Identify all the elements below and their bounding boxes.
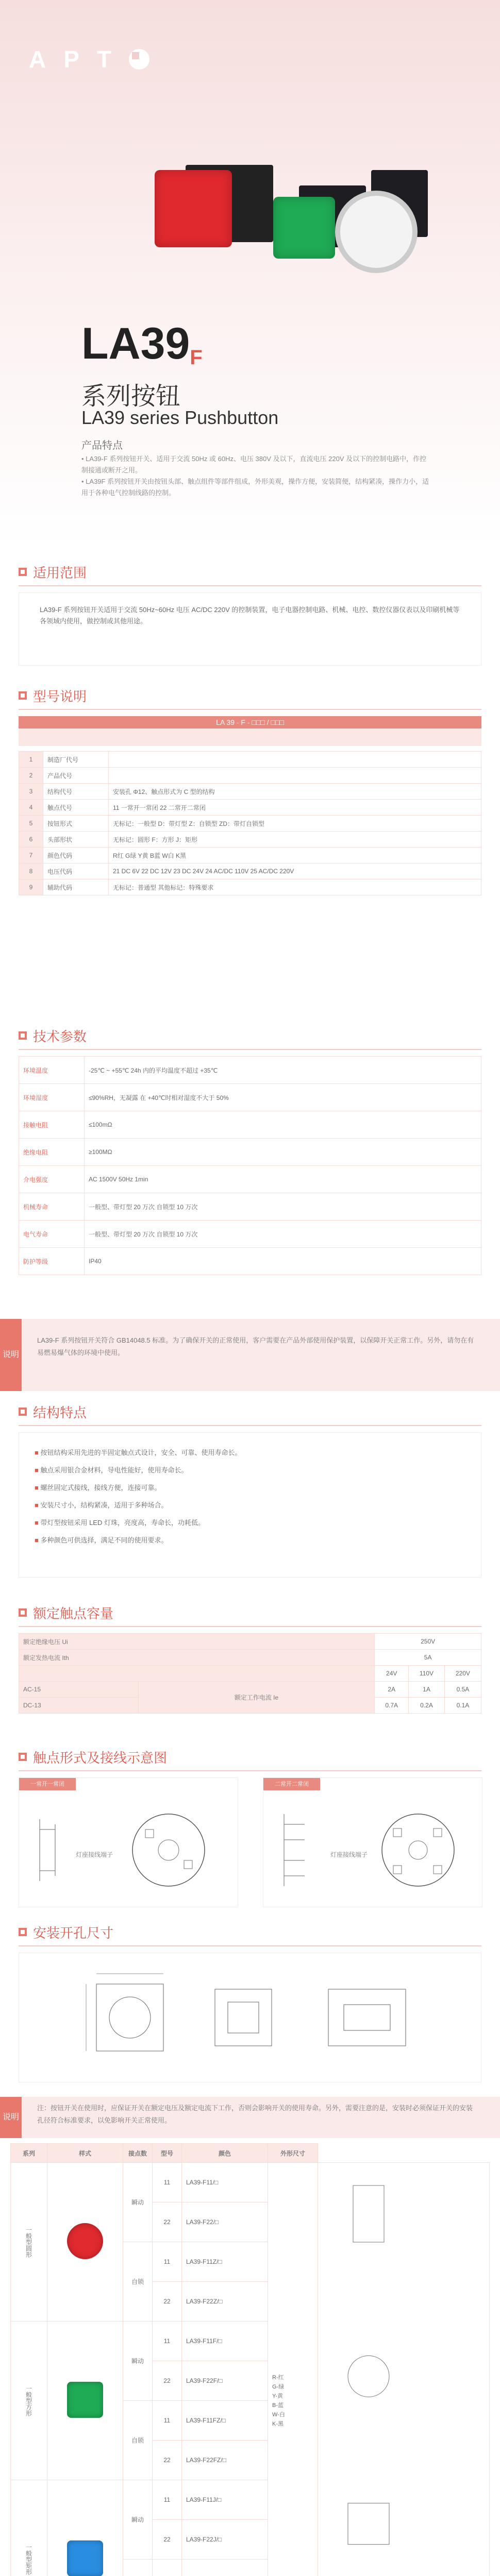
model-index: 3	[19, 784, 43, 800]
rated-cell: 5A	[375, 1650, 481, 1666]
model-value: 无标记：圆形 F：方形 J：矩形	[109, 832, 481, 848]
page-title: LA39F	[81, 319, 203, 369]
kind-cell: 瞬动	[123, 2321, 153, 2401]
model-key: 颜色代码	[43, 848, 109, 863]
model-key: 产品代号	[43, 768, 109, 784]
model-code-cell	[182, 2560, 268, 2576]
contact-count-cell: 22	[153, 2441, 182, 2480]
structure-item: ■ 安装尺寸小，结构紧凑，适用于多种场合。	[35, 1501, 168, 1509]
tech-value: ≥100MΩ	[85, 1139, 481, 1166]
rated-cell	[19, 1666, 375, 1682]
tech-value: IP40	[85, 1248, 481, 1275]
model-code-cell: LA39-F22/□	[182, 2202, 268, 2242]
dimension-drawing-svg	[322, 2165, 425, 2576]
model-code-cell: LA39-F11FZ/□	[182, 2401, 268, 2441]
contact-diagram-svg	[19, 1778, 238, 1907]
model-value	[109, 752, 481, 768]
model-index: 9	[19, 879, 43, 895]
contact-label: 一常开一常闭	[19, 1778, 76, 1790]
product-red-image	[155, 160, 273, 252]
model-code-cell: LA39-F22FZ/□	[182, 2441, 268, 2480]
model-key: 制造厂代号	[43, 752, 109, 768]
product-table-1	[0, 2143, 500, 2576]
model-table	[19, 751, 481, 895]
cn-title: 系列按钮	[81, 383, 181, 410]
model-value: R红 G绿 Y黄 B蓝 W白 K黑	[109, 848, 481, 863]
tech-key: 防护等级	[19, 1248, 85, 1275]
section-square-icon	[19, 1928, 27, 1936]
model-value: 11 一常开一常闭 22 二常开二常闭	[109, 800, 481, 816]
tech-table	[19, 1056, 481, 1275]
contact-count-cell: 11	[153, 2163, 182, 2202]
rated-table	[19, 1633, 481, 1714]
hero-banner	[0, 0, 500, 546]
color-option: R-红	[272, 2374, 284, 2381]
tech-row	[19, 1139, 481, 1166]
contact-count-cell: 11	[153, 2321, 182, 2361]
model-row	[19, 848, 481, 863]
table-header-cell: 外形尺寸	[268, 2144, 318, 2163]
model-index: 4	[19, 800, 43, 816]
structure-item: ■ 触点采用银合金材料，导电性能好，使用寿命长。	[35, 1466, 188, 1474]
rated-cell: 0.2A	[409, 1698, 445, 1714]
model-value	[109, 768, 481, 784]
table-header-cell: 接点数	[123, 2144, 153, 2163]
note-box	[0, 1319, 500, 1391]
feature-label: 产品特点	[81, 440, 123, 451]
model-value: 21 DC 6V 22 DC 12V 23 DC 24V 24 AC/DC 110V 25 AC/DC 220V	[109, 863, 481, 879]
product-white-image	[340, 170, 428, 263]
kind-cell: 瞬动	[123, 2163, 153, 2242]
brand-logo: APT	[29, 45, 149, 73]
section-title: 额定触点容量	[33, 1605, 114, 1621]
section-square-icon	[19, 568, 27, 576]
model-value: 安装孔 Φ12、触点形式为 C 型的结构	[109, 784, 481, 800]
contact-count-cell: 22	[153, 2520, 182, 2560]
table-header-cell: 样式	[47, 2144, 123, 2163]
model-key: 头部形状	[43, 832, 109, 848]
model-key: 结构代号	[43, 784, 109, 800]
contact-diagram-1	[19, 1777, 238, 1907]
section-install	[0, 1922, 500, 2092]
kind-cell: 自锁	[123, 2401, 153, 2480]
model-row	[19, 784, 481, 800]
table-row	[11, 2163, 490, 2202]
tech-value: ≤100mΩ	[85, 1111, 481, 1139]
contact-count-cell: 11	[153, 2401, 182, 2441]
tech-row	[19, 1248, 481, 1275]
kind-cell: 自锁	[123, 2242, 153, 2321]
series-cell: 一般型圆形	[11, 2163, 47, 2321]
note-text: 注：按钮开关在使用时，应保证开关在额定电压及额定电流下工作，否则会影响开关的使用寿命。另外，需要注意的是，安装时必须保证开关的安装孔径符合标准要求，以免影响开关正常使用。	[37, 2104, 473, 2124]
rated-cell: 250V	[375, 1634, 481, 1650]
structure-item: ■ 按钮结构采用先进的半固定触点式设计，安全、可靠、使用寿命长。	[35, 1449, 242, 1456]
tech-row	[19, 1084, 481, 1111]
product-thumb-icon	[67, 2223, 103, 2259]
color-option: W-白	[272, 2411, 285, 2418]
note-tag: 说明	[0, 2097, 22, 2138]
rated-cell: 220V	[444, 1666, 481, 1682]
section-title: 技术参数	[33, 1028, 87, 1044]
structure-item: ■ 多种颜色可供选择，满足不同的使用要求。	[35, 1536, 168, 1544]
note-box	[0, 2097, 500, 2138]
structure-item: ■ 带灯型按钮采用 LED 灯珠，亮度高，寿命长，功耗低。	[35, 1519, 205, 1527]
rated-cell: DC-13	[19, 1698, 139, 1714]
tech-key: 电气寿命	[19, 1221, 85, 1248]
rated-cell: 2A	[375, 1682, 409, 1698]
structure-item: ■ 螺丝固定式接线，接线方便，连接可靠。	[35, 1484, 161, 1492]
section-title: 结构特点	[33, 1404, 87, 1420]
section-square-icon	[19, 691, 27, 700]
model-code-cell: LA39-F11J/□	[182, 2480, 268, 2520]
tech-row	[19, 1221, 481, 1248]
model-index: 5	[19, 816, 43, 832]
rated-cell: 0.7A	[375, 1698, 409, 1714]
contact-hint: 灯座接线端子	[76, 1851, 113, 1858]
tech-key: 机械寿命	[19, 1193, 85, 1221]
table-header-cell: 颜色	[182, 2144, 268, 2163]
table-header-cell: 系列	[11, 2144, 47, 2163]
section-application	[0, 562, 500, 675]
dimension-drawing-cell	[318, 2163, 490, 2576]
section-rated	[0, 1602, 500, 1736]
table1-grid	[10, 2143, 490, 2576]
contact-count-cell: 11	[153, 2480, 182, 2520]
tech-row	[19, 1111, 481, 1139]
model-code-cell: LA39-F11/□	[182, 2163, 268, 2202]
model-key: 电压代码	[43, 863, 109, 879]
tech-row	[19, 1166, 481, 1193]
section-title: 触点形式及接线示意图	[33, 1750, 168, 1766]
model-key: 按钮形式	[43, 816, 109, 832]
model-row	[19, 768, 481, 784]
model-row	[19, 752, 481, 768]
note-text: LA39-F 系列按钮开关符合 GB14048.5 标准。为了确保开关的正常使用，客户需要在产品外部使用保护装置，以保障开关正常工作。另外，请勿在有易燃易爆气体的环境中使用。	[37, 1336, 474, 1357]
rated-cell: 额定绝缘电压 Ui	[19, 1634, 375, 1650]
style-image-cell	[47, 2163, 123, 2321]
model-code-cell: LA39-F22F/□	[182, 2361, 268, 2401]
section-square-icon	[19, 1608, 27, 1617]
rated-cell: 24V	[375, 1666, 409, 1682]
contact-diagram-svg	[263, 1778, 482, 1907]
tech-key: 接触电阻	[19, 1111, 85, 1139]
en-title: LA39 series Pushbutton	[81, 407, 279, 428]
tech-row	[19, 1057, 481, 1084]
tech-value: 一般型、带灯型 20 万次 自锁型 10 万次	[85, 1221, 481, 1248]
model-code-cell: LA39-F11Z/□	[182, 2242, 268, 2282]
rated-cell: 额定工作电流 Ie	[138, 1682, 375, 1714]
model-row	[19, 816, 481, 832]
tech-value: AC 1500V 50Hz 1min	[85, 1166, 481, 1193]
table-header-cell: 型号	[153, 2144, 182, 2163]
contact-hint: 灯座接线端子	[330, 1851, 368, 1858]
kind-cell	[123, 2560, 153, 2576]
section-tech	[0, 1025, 500, 1314]
model-index: 1	[19, 752, 43, 768]
section-square-icon	[19, 1031, 27, 1040]
model-value: 无标记：一般型 D：带灯型 Z：自锁型 ZD：带灯自锁型	[109, 816, 481, 832]
product-thumb-icon	[67, 2540, 103, 2576]
model-value: 无标记：普通型 其他标记：特殊要求	[109, 879, 481, 895]
color-option: Y-黄	[272, 2393, 283, 2399]
color-option: G-绿	[272, 2383, 285, 2390]
hero-description: • LA39-F 系列按钮开关、适用于交流 50Hz 或 60Hz、电压 380V 及以下，直流电压 220V 及以下的控制电路中，作控制接通或断开之用。 • LA39F 系列按钮开关由按钮头部、触点组件等部件组成，外形美观，操作方便，安装简便，结构紧凑，操作力小，适用于各种电气控制线路的控制。	[81, 455, 429, 497]
section-title: 适用范围	[33, 565, 87, 581]
logo-o-icon	[129, 49, 149, 70]
rated-cell: AC-15	[19, 1682, 139, 1698]
contact-count-cell: 22	[153, 2361, 182, 2401]
model-index: 7	[19, 848, 43, 863]
note-tag: 说明	[0, 1319, 22, 1391]
series-cell: 一般型方形	[11, 2321, 47, 2480]
contact-count-cell: 22	[153, 2282, 182, 2321]
rated-cell: 1A	[409, 1682, 445, 1698]
tech-key: 介电强度	[19, 1166, 85, 1193]
model-index: 6	[19, 832, 43, 848]
model-row	[19, 800, 481, 816]
model-row	[19, 863, 481, 879]
style-image-cell	[47, 2480, 123, 2576]
rated-cell: 0.5A	[444, 1682, 481, 1698]
tech-key: 环境温度	[19, 1057, 85, 1084]
section-square-icon	[19, 1408, 27, 1416]
model-index: 8	[19, 863, 43, 879]
style-image-cell	[47, 2321, 123, 2480]
contact-count-cell: 11	[153, 2242, 182, 2282]
contact-count-cell: 22	[153, 2202, 182, 2242]
rated-cell: 额定发热电流 Ith	[19, 1650, 375, 1666]
structure-list	[19, 1433, 481, 1561]
tech-value: 一般型、带灯型 20 万次 自锁型 10 万次	[85, 1193, 481, 1221]
model-code-cell: LA39-F11F/□	[182, 2321, 268, 2361]
section-title: 型号说明	[33, 688, 87, 704]
contact-diagram-2	[263, 1777, 482, 1907]
contact-label: 二常开二常闭	[263, 1778, 320, 1790]
model-code-cell: LA39-F22Z/□	[182, 2282, 268, 2321]
install-drawing	[19, 1953, 481, 2082]
section-contact	[0, 1747, 500, 1911]
section-model	[0, 685, 500, 1015]
color-option: B-蓝	[272, 2402, 284, 2409]
tech-key: 绝缘电阻	[19, 1139, 85, 1166]
tech-value: ≤90%RH，无凝露 在 +40℃时相对湿度不大于 50%	[85, 1084, 481, 1111]
kind-cell: 瞬动	[123, 2480, 153, 2560]
tech-key: 环境湿度	[19, 1084, 85, 1111]
application-text: LA39-F 系列按钮开关适用于交流 50Hz~60Hz 电压 AC/DC 220V 的控制装置，电子电器控制电路、机械、电控、数控仪器仪表以及印刷机械等各领域内使用，做控制或其他用途。	[40, 606, 460, 625]
model-row	[19, 879, 481, 895]
tech-row	[19, 1193, 481, 1221]
model-code-cell: LA39-F22J/□	[182, 2520, 268, 2560]
section-square-icon	[19, 1753, 27, 1761]
install-drawing-svg	[19, 1953, 482, 2082]
model-code-bar: LA 39 - F - □□□ / □□□	[19, 716, 481, 728]
section-structure	[0, 1401, 500, 1587]
color-cell	[268, 2163, 318, 2576]
contact-count-cell	[153, 2560, 182, 2576]
tech-value: -25℃ ~ +55℃ 24h 内的平均温度不超过 +35℃	[85, 1057, 481, 1084]
model-key: 触点代号	[43, 800, 109, 816]
model-row	[19, 832, 481, 848]
model-key: 辅助代码	[43, 879, 109, 895]
model-index: 2	[19, 768, 43, 784]
color-option: K-黑	[272, 2420, 284, 2427]
rated-cell: 110V	[409, 1666, 445, 1682]
model-code-sub	[19, 728, 481, 746]
rated-cell: 0.1A	[444, 1698, 481, 1714]
series-cell: 一般型矩形	[11, 2480, 47, 2576]
section-title: 安装开孔尺寸	[33, 1925, 114, 1941]
product-thumb-icon	[67, 2382, 103, 2418]
